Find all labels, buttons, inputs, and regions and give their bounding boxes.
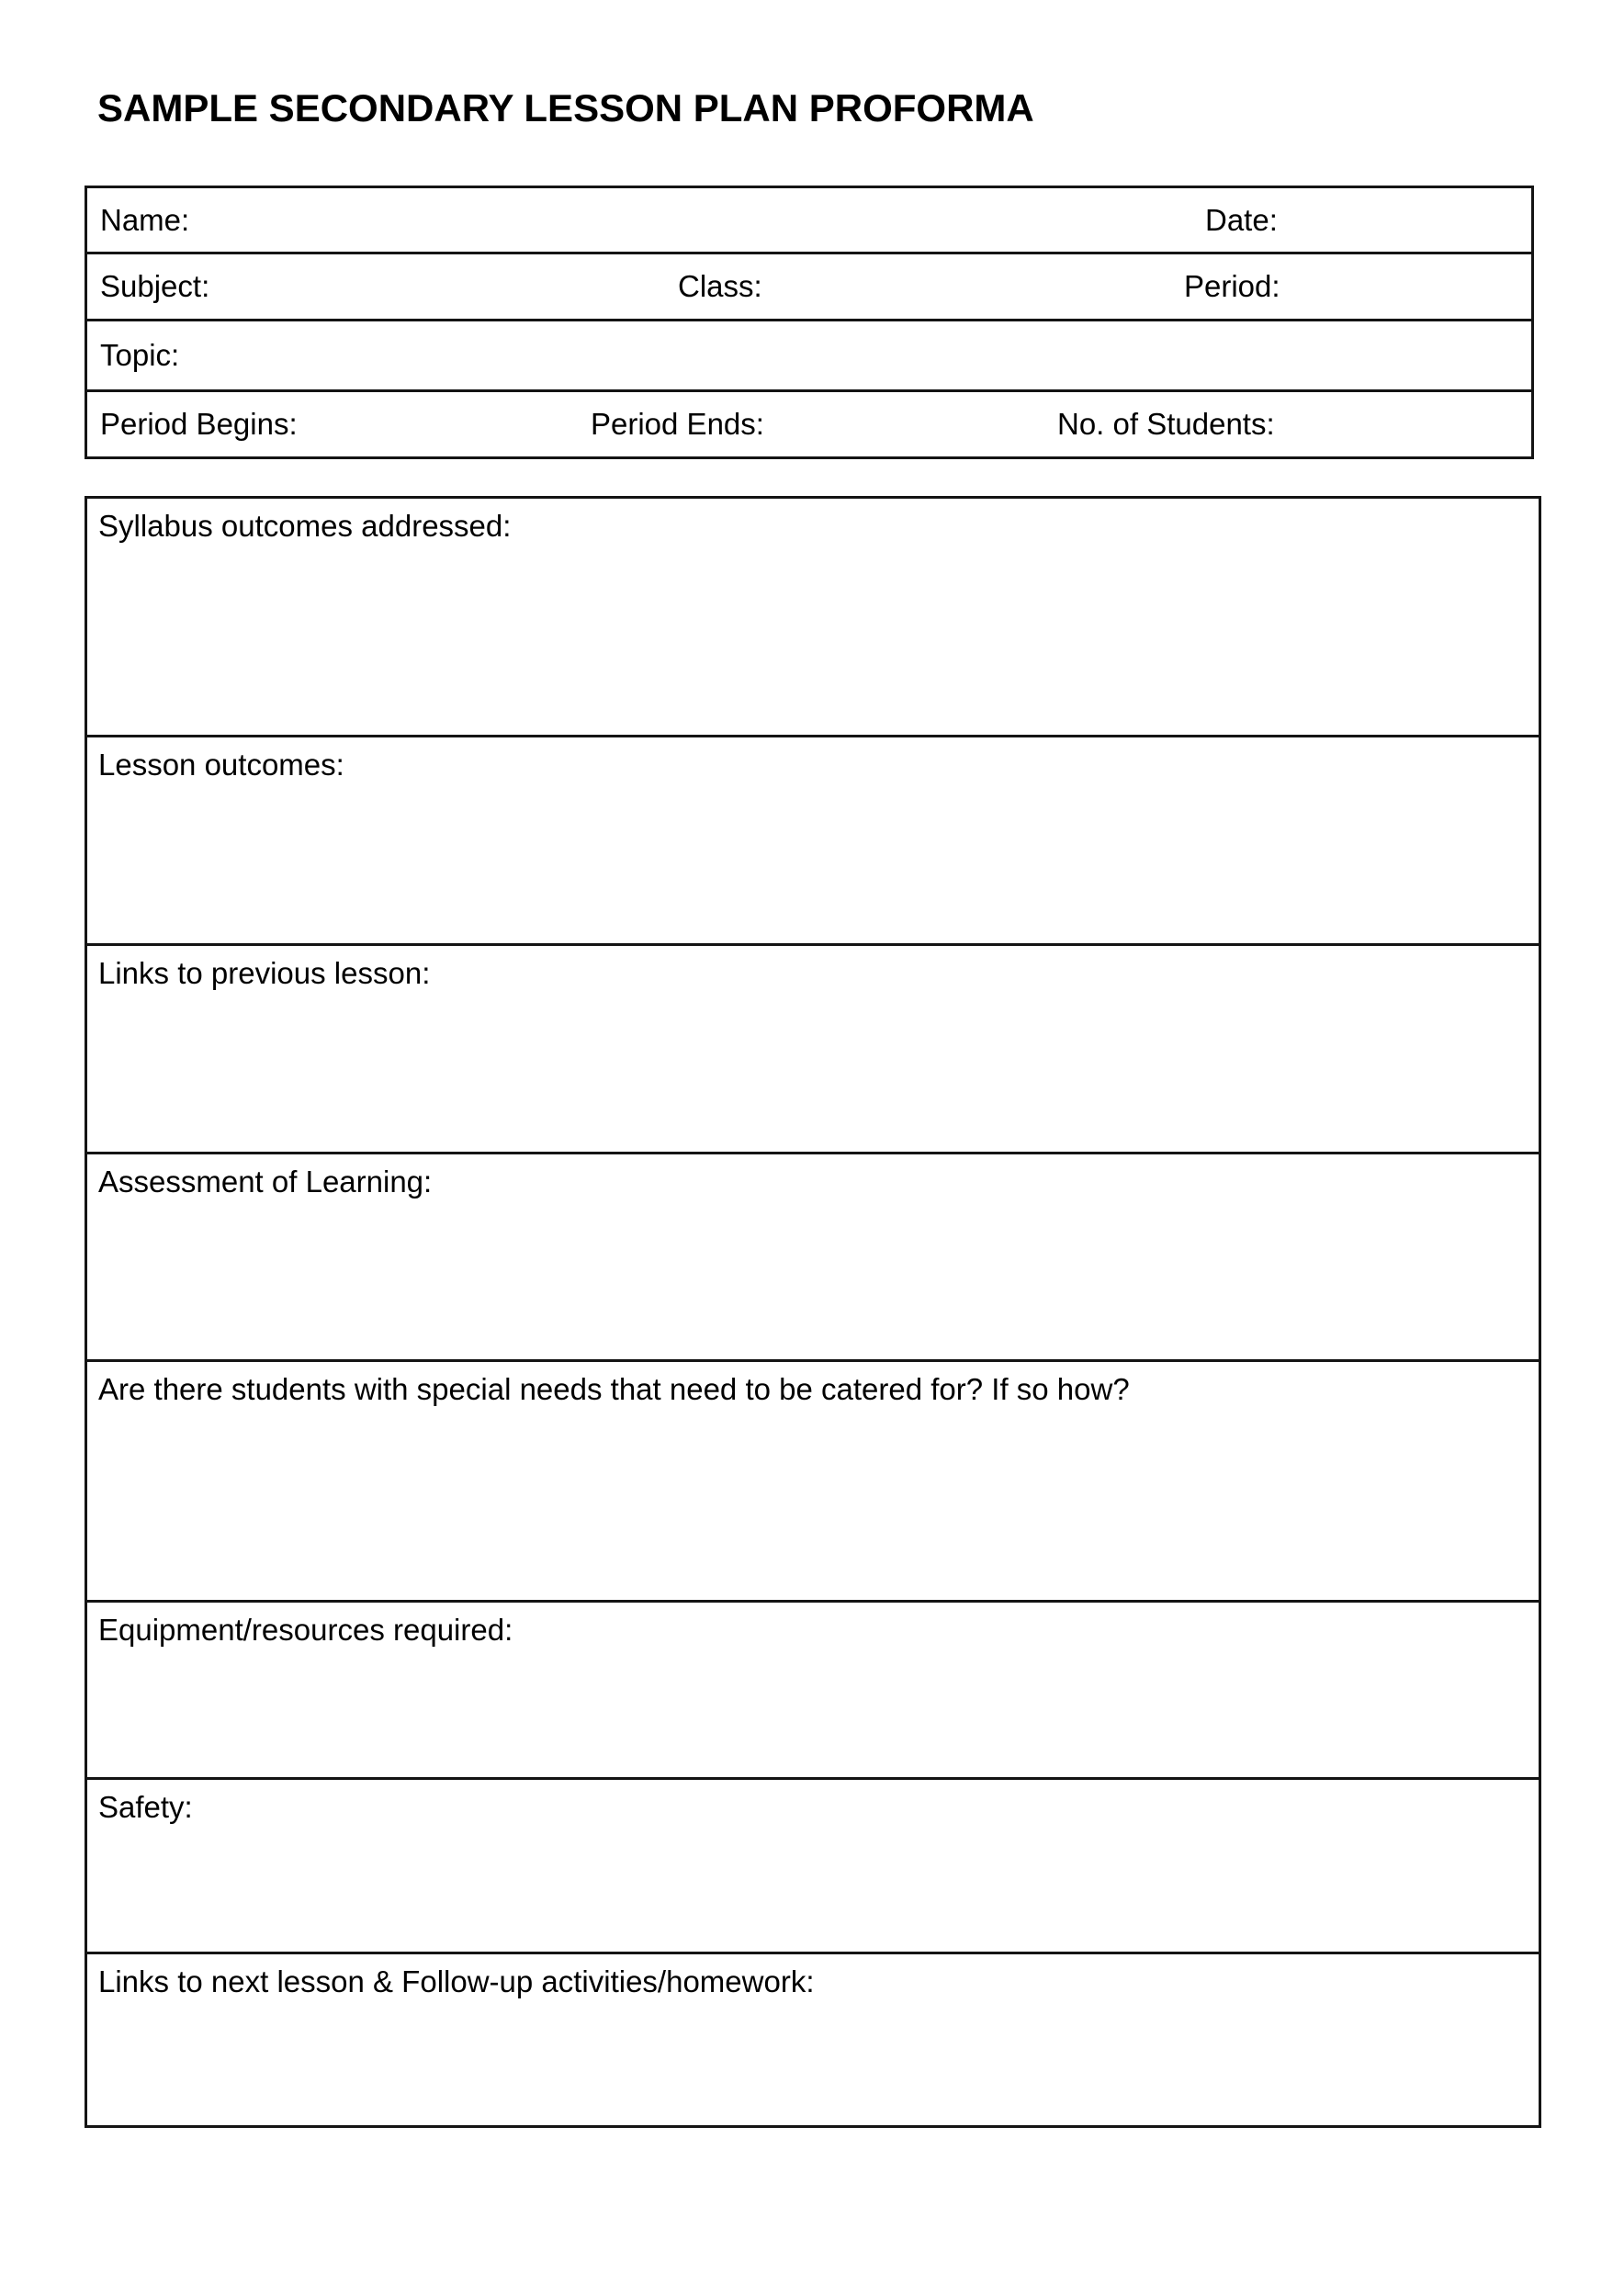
name-label: Name: (100, 202, 190, 237)
section-label: Syllabus outcomes addressed: (98, 509, 512, 543)
info-row-name-date (87, 188, 1531, 254)
section-label: Are there students with special needs that need to be catered for? If so how? (98, 1372, 1130, 1406)
info-row-subject-class-period (87, 254, 1531, 321)
class-label: Class: (678, 269, 762, 304)
section-links-next-lesson (87, 1954, 1539, 2125)
num-students-label: No. of Students: (1057, 407, 1275, 442)
section-assessment-of-learning (87, 1154, 1539, 1362)
section-equipment-resources (87, 1603, 1539, 1780)
topic-label: Topic: (100, 338, 180, 373)
section-lesson-outcomes (87, 737, 1539, 946)
info-table (85, 186, 1534, 459)
section-safety (87, 1780, 1539, 1954)
info-row-topic (87, 321, 1531, 392)
period-ends-label: Period Ends: (591, 407, 764, 442)
section-label: Assessment of Learning: (98, 1165, 433, 1199)
section-special-needs (87, 1362, 1539, 1603)
page-title: SAMPLE SECONDARY LESSON PLAN PROFORMA (97, 86, 1034, 129)
section-syllabus-outcomes (87, 499, 1539, 737)
date-label: Date: (1205, 202, 1278, 237)
section-label: Links to next lesson & Follow-up activities/homework: (98, 1964, 815, 1998)
sections-table (85, 496, 1541, 2128)
section-links-previous-lesson (87, 946, 1539, 1154)
section-label: Safety: (98, 1790, 193, 1824)
period-begins-label: Period Begins: (100, 407, 298, 442)
period-label: Period: (1184, 269, 1280, 304)
info-row-periods-students (87, 392, 1531, 456)
subject-label: Subject: (100, 269, 210, 304)
section-label: Lesson outcomes: (98, 748, 344, 782)
section-label: Links to previous lesson: (98, 956, 431, 990)
section-label: Equipment/resources required: (98, 1613, 513, 1647)
